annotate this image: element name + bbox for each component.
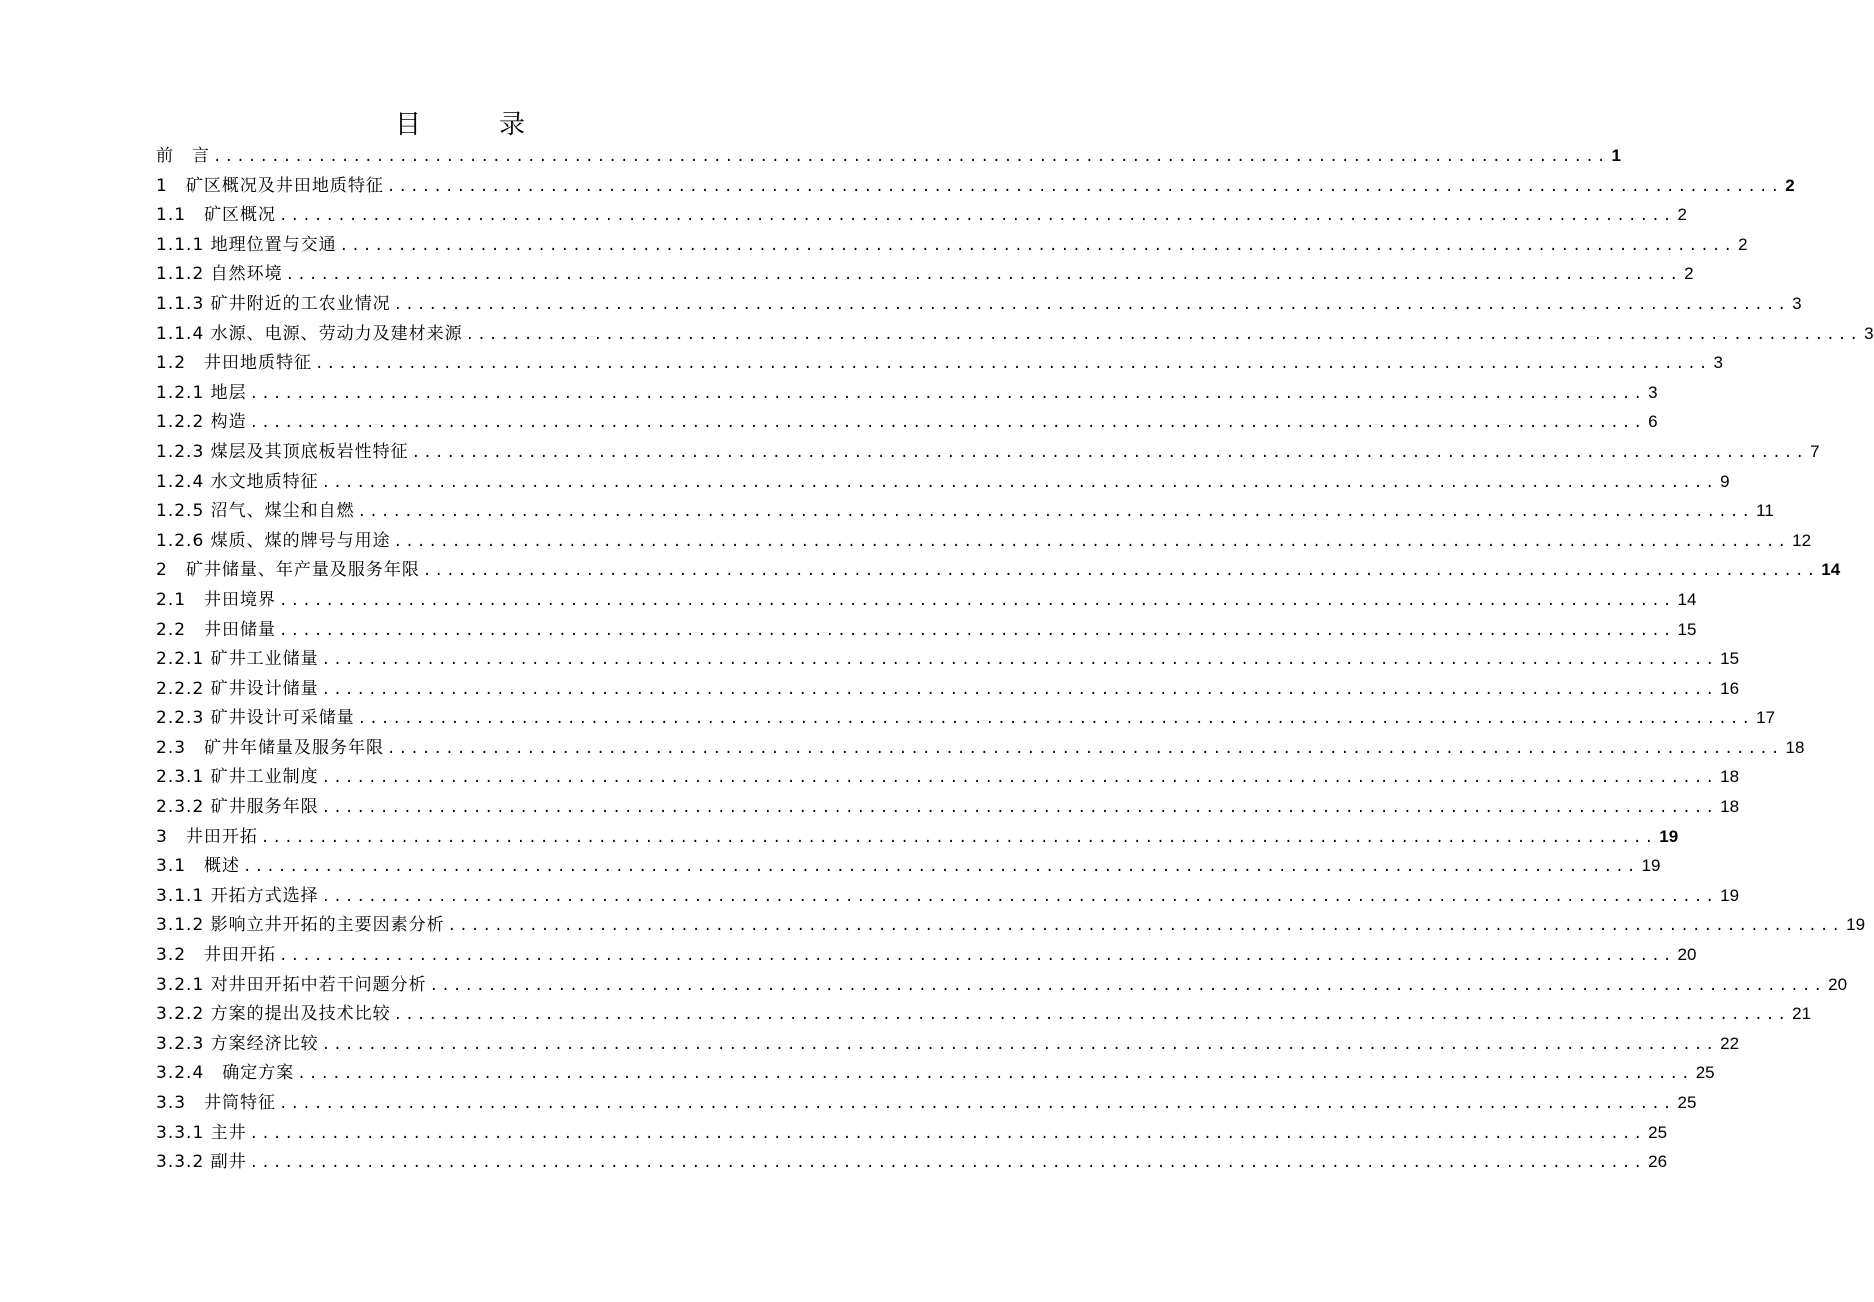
toc-entry[interactable] <box>156 230 1748 260</box>
toc-dot-leader: ........................................................................................................................ <box>279 592 1675 609</box>
toc-entry-label: 3.3.2 副井 <box>156 1152 247 1173</box>
toc-entry-page-number: 14 <box>1821 560 1841 580</box>
toc-entry[interactable] <box>156 940 1697 970</box>
toc-entry-label: 2.2.3 矿井设计可采储量 <box>156 708 355 729</box>
toc-entry-label: 2.2 井田储量 <box>156 619 277 640</box>
toc-dot-leader: ........................................................................................................................ <box>429 977 1826 994</box>
toc-dot-leader: ........................................................................................................................ <box>386 178 1783 195</box>
toc-entry[interactable] <box>156 378 1658 408</box>
toc-entry-page-number: 11 <box>1756 501 1774 521</box>
toc-dot-leader: ........................................................................................................................ <box>260 829 1657 846</box>
toc-entry-page-number: 14 <box>1677 589 1697 609</box>
toc-entry[interactable] <box>156 792 1740 822</box>
toc-entry[interactable] <box>156 822 1679 852</box>
toc-entry-label: 1 矿区概况及井田地质特征 <box>156 175 384 196</box>
toc-entry-page-number: 17 <box>1756 708 1776 728</box>
toc-entry-label: 1.2.1 地层 <box>156 382 247 403</box>
toc-dot-leader: ........................................................................................................................ <box>249 385 1646 402</box>
toc-entry-page-number: 1 <box>1611 146 1621 165</box>
toc-entry-page-number: 2 <box>1684 264 1694 284</box>
toc-entry-label: 3 井田开拓 <box>156 826 258 847</box>
toc-dot-leader: ........................................................................................................................ <box>422 563 1819 580</box>
toc-entry-page-number: 7 <box>1810 441 1820 461</box>
toc-entry-label: 1.1.1 地理位置与交通 <box>156 234 337 255</box>
toc-entry-label: 1.1.3 矿井附近的工农业情况 <box>156 293 391 314</box>
toc-dot-leader: ........................................................................................................................ <box>321 1036 1718 1053</box>
toc-entry-page-number: 3 <box>1713 353 1723 373</box>
toc-entry[interactable] <box>156 762 1740 792</box>
toc-dot-leader: ........................................................................................................................ <box>357 711 1754 728</box>
toc-entry-page-number: 6 <box>1648 412 1658 432</box>
toc-dot-leader: ........................................................................................................................ <box>393 533 1790 550</box>
toc-dot-leader: ........................................................................................................................ <box>321 800 1718 817</box>
toc-dot-leader: ........................................................................................................................ <box>315 356 1711 373</box>
toc-entry[interactable] <box>156 1088 1697 1118</box>
toc-entry-page-number: 18 <box>1720 767 1740 787</box>
toc-dot-leader: ........................................................................................................................ <box>321 652 1718 669</box>
toc-entry[interactable] <box>156 644 1740 674</box>
toc-entry-page-number: 3 <box>1648 382 1658 402</box>
toc-entry-page-number: 25 <box>1677 1093 1697 1112</box>
toc-entry-page-number: 19 <box>1720 885 1740 905</box>
toc-dot-leader: ........................................................................................................................ <box>321 888 1718 905</box>
toc-entry-label: 3.1.2 影响立井开拓的主要因素分析 <box>156 915 445 936</box>
toc-entry[interactable] <box>156 437 1820 467</box>
toc-entry[interactable] <box>156 526 1812 556</box>
toc-dot-leader: ........................................................................................................................ <box>249 1155 1646 1172</box>
toc-entry-page-number: 15 <box>1720 649 1740 669</box>
toc-entry[interactable] <box>156 1029 1740 1059</box>
toc-entry[interactable] <box>156 171 1795 201</box>
toc-dot-leader: ........................................................................................................................ <box>297 1066 1693 1083</box>
toc-dot-leader: ........................................................................................................................ <box>249 1125 1646 1142</box>
toc-entry[interactable] <box>156 910 1866 940</box>
toc-entry-label: 2 矿井储量、年产量及服务年限 <box>156 560 420 581</box>
toc-entry-label: 3.1 概述 <box>156 856 241 877</box>
toc-entry[interactable] <box>156 1118 1668 1148</box>
toc-entry-label: 3.1.1 开拓方式选择 <box>156 885 319 906</box>
toc-entry-page-number: 20 <box>1828 974 1848 994</box>
toc-entry-label: 3.3.1 主井 <box>156 1122 247 1143</box>
toc-entry[interactable] <box>156 259 1694 289</box>
toc-entry-page-number: 18 <box>1720 797 1740 817</box>
toc-dot-leader: ........................................................................................................................ <box>387 740 1783 757</box>
toc-dot-leader: ........................................................................................................................ <box>465 326 1862 343</box>
toc-entry-label: 1.2.3 煤层及其顶底板岩性特征 <box>156 441 409 462</box>
toc-dot-leader: ........................................................................................................................ <box>279 622 1675 639</box>
toc-dot-leader: ........................................................................................................................ <box>393 296 1790 313</box>
toc-entry[interactable] <box>156 585 1697 615</box>
toc-entry-label: 2.3.2 矿井服务年限 <box>156 797 319 818</box>
toc-dot-leader: ........................................................................................................................ <box>279 948 1675 965</box>
toc-entry-page-number: 19 <box>1641 856 1661 876</box>
toc-dot-leader: ........................................................................................................................ <box>321 474 1718 491</box>
toc-entry[interactable] <box>156 467 1730 497</box>
toc-dot-leader: ........................................................................................................................ <box>321 681 1718 698</box>
toc-entry-page-number: 19 <box>1846 915 1866 935</box>
toc-entry-page-number: 2 <box>1677 205 1687 225</box>
toc-dot-leader: ........................................................................................................................ <box>285 267 1682 284</box>
toc-dot-leader: ........................................................................................................................ <box>279 1096 1675 1112</box>
toc-dot-leader: ........................................................................................................................ <box>279 208 1675 225</box>
toc-entry[interactable] <box>156 674 1740 704</box>
toc-entry-label: 前 言 <box>156 146 210 166</box>
toc-title: 目 录 <box>394 110 551 140</box>
toc-entry-label: 1.2 井田地质特征 <box>156 353 313 374</box>
toc-entry-page-number: 16 <box>1720 678 1740 698</box>
toc-entry[interactable] <box>156 348 1723 378</box>
toc-entry[interactable] <box>156 555 1841 585</box>
toc-entry-page-number: 3 <box>1864 323 1874 343</box>
toc-entry-page-number: 25 <box>1648 1122 1668 1142</box>
toc-entry[interactable] <box>156 141 1621 171</box>
toc-entry-label: 3.2 井田开拓 <box>156 945 277 966</box>
toc-dot-leader: ........................................................................................................................ <box>243 859 1639 876</box>
toc-entry[interactable] <box>156 970 1848 1000</box>
toc-entry-label: 3.2.4 确定方案 <box>156 1063 295 1084</box>
toc-entry-page-number: 19 <box>1659 826 1679 846</box>
toc-entry-label: 1.1.4 水源、电源、劳动力及建材来源 <box>156 323 463 344</box>
toc-entry-label: 1.1.2 自然环境 <box>156 264 283 285</box>
toc-entry-page-number: 3 <box>1792 293 1802 313</box>
toc-entry[interactable] <box>156 407 1658 437</box>
toc-entry-label: 1.2.2 构造 <box>156 412 247 433</box>
toc-dot-leader: ........................................................................................................................ <box>213 149 1609 165</box>
toc-entry-label: 1.2.5 沼气、煤尘和自燃 <box>156 501 355 522</box>
toc-dot-leader: ........................................................................................................................ <box>447 918 1844 935</box>
toc-entry[interactable] <box>156 615 1697 645</box>
toc-entry-label: 2.3 矿井年储量及服务年限 <box>156 737 385 758</box>
toc-entry-label: 2.3.1 矿井工业制度 <box>156 767 319 788</box>
toc-dot-leader: ........................................................................................................................ <box>321 770 1718 787</box>
toc-entry-label: 3.2.2 方案的提出及技术比较 <box>156 1004 391 1025</box>
toc-entry[interactable] <box>156 1058 1715 1088</box>
toc-entry[interactable] <box>156 881 1740 911</box>
table-of-contents <box>156 141 1874 1177</box>
toc-entry-page-number: 15 <box>1677 619 1697 639</box>
toc-entry-label: 1.1 矿区概况 <box>156 205 277 226</box>
toc-entry-page-number: 12 <box>1792 530 1812 550</box>
toc-entry-page-number: 25 <box>1695 1063 1715 1083</box>
toc-entry-page-number: 22 <box>1720 1033 1740 1053</box>
toc-dot-leader: ........................................................................................................................ <box>393 1007 1790 1024</box>
toc-entry-page-number: 21 <box>1792 1004 1812 1024</box>
toc-entry-page-number: 9 <box>1720 471 1730 491</box>
toc-dot-leader: ........................................................................................................................ <box>339 237 1736 254</box>
toc-entry[interactable] <box>156 289 1802 319</box>
toc-entry[interactable] <box>156 703 1776 733</box>
toc-entry[interactable] <box>156 851 1661 881</box>
toc-entry[interactable] <box>156 999 1812 1029</box>
toc-entry[interactable] <box>156 733 1805 763</box>
toc-entry-label: 3.3 井筒特征 <box>156 1093 277 1113</box>
toc-entry-label: 1.2.4 水文地质特征 <box>156 471 319 492</box>
toc-entry-label: 2.2.1 矿井工业储量 <box>156 649 319 670</box>
toc-entry[interactable] <box>156 200 1687 230</box>
toc-entry-page-number: 2 <box>1785 175 1795 195</box>
toc-entry-label: 2.2.2 矿井设计储量 <box>156 678 319 699</box>
toc-dot-leader: ........................................................................................................................ <box>357 504 1754 521</box>
toc-entry-label: 3.2.3 方案经济比较 <box>156 1033 319 1054</box>
toc-entry-label: 1.2.6 煤质、煤的牌号与用途 <box>156 530 391 551</box>
toc-entry-page-number: 20 <box>1677 945 1697 965</box>
toc-entry-page-number: 26 <box>1648 1152 1668 1172</box>
toc-entry[interactable] <box>156 319 1874 349</box>
toc-entry-label: 2.1 井田境界 <box>156 589 277 610</box>
toc-entry-page-number: 18 <box>1785 737 1805 757</box>
toc-entry-page-number: 2 <box>1738 234 1748 254</box>
toc-dot-leader: ........................................................................................................................ <box>411 444 1808 461</box>
toc-dot-leader: ........................................................................................................................ <box>249 415 1646 432</box>
toc-entry[interactable] <box>156 1147 1668 1177</box>
toc-entry-label: 3.2.1 对井田开拓中若干问题分析 <box>156 974 427 995</box>
toc-entry[interactable] <box>156 496 1774 526</box>
